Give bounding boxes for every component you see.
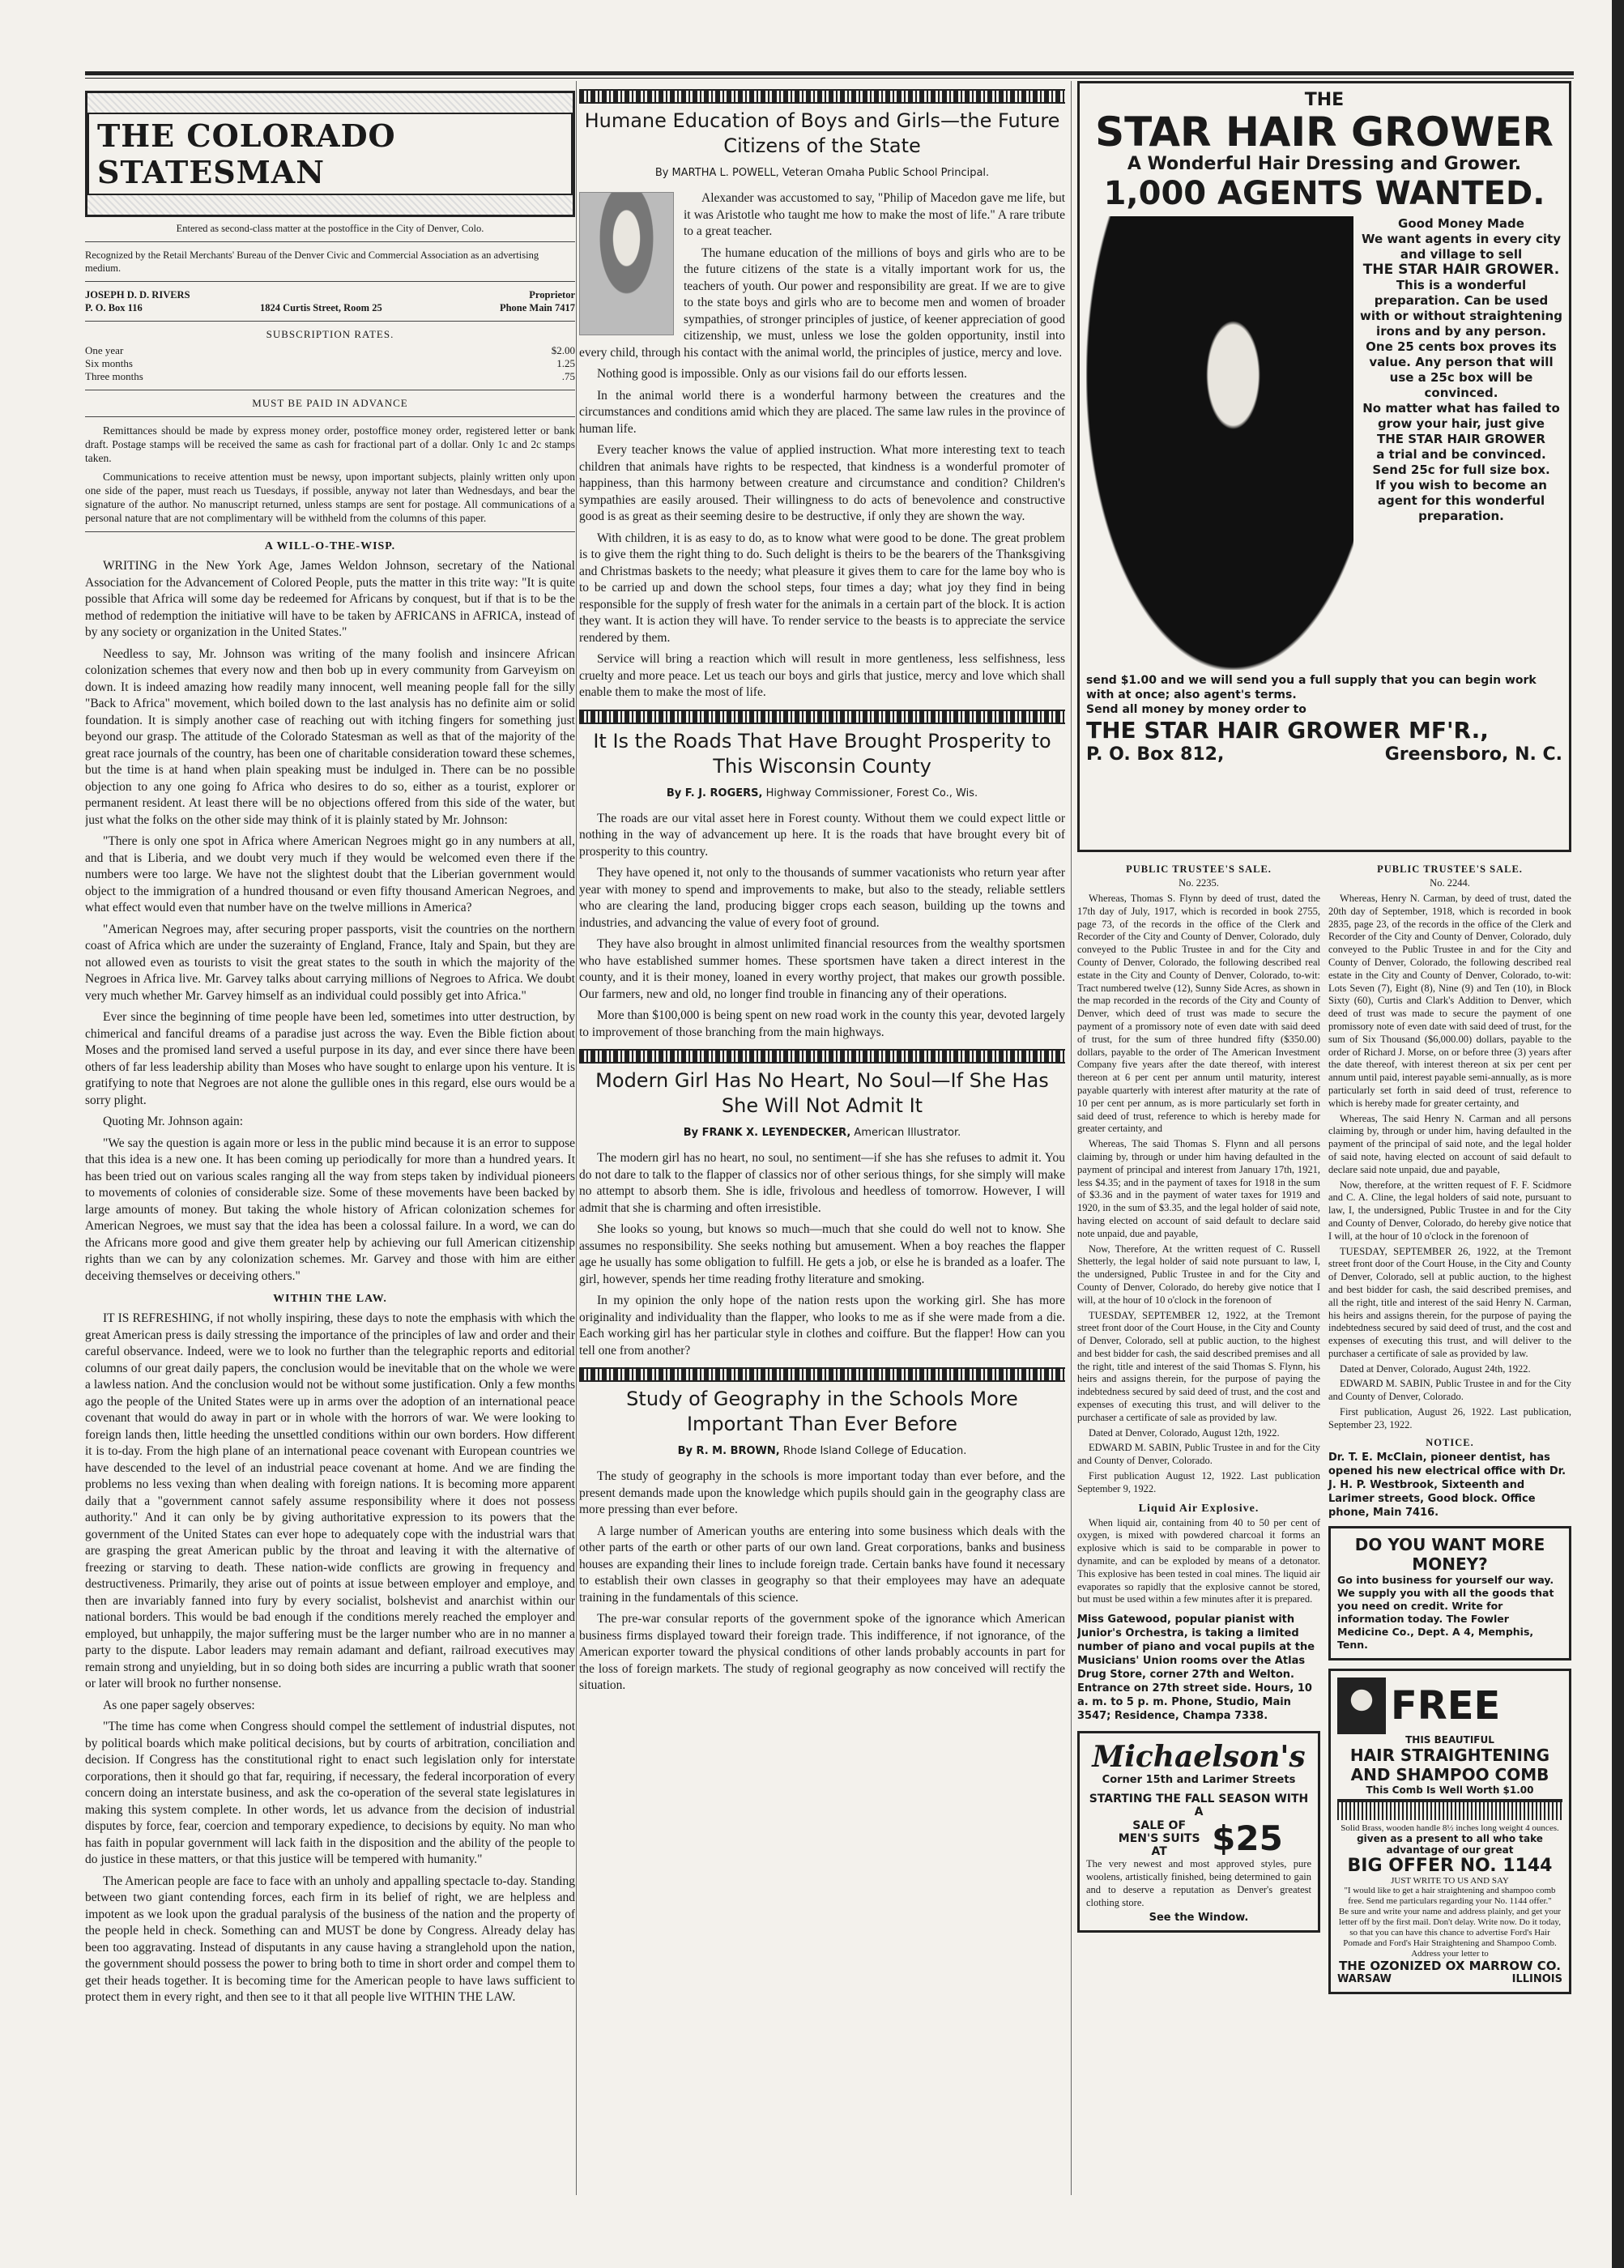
editorial-body: IT IS REFRESHING, if not wholly inspiring, these days to note the emphasis with which the great American press is daily stressing the importance of the principles of law and order and their careful observance. Indeed, were we to look no further than the telegraphic reports and editorial columns of our great daily papers, the conclusion would be inevitable that on the whole we were a lawless nation. And the conclusion would not be without some justification. Only a few months ago the people of the United States were up in arms over the adoption of an international peace covenant that would do away in part or in whole with the horrors of war. We were looking to foreign lands then, little heeding the unsettled conditions within our own borders. How different it is to-day. From the high plane of an international peace covenant with European countries we have descended to the level of an industrial peace covenant at home. And we are finding the problems no less vexing than when dealing with foreign nations. It is becoming more apparent daily that a "government cannot safely assume responsibility where it does not possess authority." And it can only be by giving authoritative expression to its powers that the government of the United States can ever hope to adequately cope with the industrial wars that are grasping the great American public by the throat and leaving it with the alternative of freezing or starving to death. These nation-wide conflicts are growing in frequency and destructiveness. Primarily, they arise out of points at issue between employer and employe, and then are invariably fanned into fury by every socialist, bolshevist and anarchist within our national borders. This would be bad enough if the conditions merely reached the employer and employed, but unhappily, the major suffering must be the larger number who are in no manner a party to the dispute. Labor leaders may remain adamant and defiant, railroad executives may remain strong and unyielding, but in so doing both sides are incurring a public wrath that sooner or later will brook no further nonsense. As one paper sagely observes: "The time has come when Congress should compel the settlement of industrial disputes, not by political boards which make political decisions, but by courts of arbitration, conciliation and decision. If Congress has the constitutional right to enact such legislation only for interstate corporations, then it should go that far, requiring, if necessary, the federal incorporation of every concern doing an interstate business, and ask the co-operation of the several state legislatures in making this system complete. In other words, let us advance from the decision of industrial disputes by force, fear, coercion and temporary expedience, to decisions by equity. No man who has faith in popular government will lack faith in the disposition and the ability of the people to do justice in these matters, or that this justice will be tempered with humanity." The American people are face to face with an unholy and appalling spectacle to-day. Standing between two giant contending forces, each firm in its belief of right, we are helpless and impotent as we look upon the gradual paralysis of the business of the nation and the property of the people held in check. Something can and MUST be done by Congress. Already delay has been too aggravating. Instead of disputants in any cause having a stranglehold upon the nation, the government should possess the power to bring both to time in short order and compel them to get their heads together. It is becoming time for the American people to have laws sufficient to protect them in every right, and then see to it that all people live WITHIN THE LAW. [85,1311,575,2004]
article-byline: By F. J. ROGERS, Highway Commissioner, Forest Co., Wis. [666,787,978,799]
masthead-title: THE COLORADO STATESMAN [87,113,573,195]
editorial-column [85,81,575,2195]
editorial-title: A WILL-O-THE-WISP. [264,540,396,552]
woman-hair-illustration [1086,216,1353,670]
article-title: It Is the Roads That Have Brought Prosperity to This Wisconsin County [593,729,1051,778]
star-hair-grower-ad: THE STAR HAIR GROWER A Wonderful Hair Dressing and Grower. 1,000 AGENTS WANTED. Good Money Made We want agents in every city and village to sell THE STAR HAIR GROWER. This is a wonderful preparation. Can be used with or without straightening irons and by any person. One 25 cents box proves its value. Any person that will use a 25c box will be convinced. No matter what has failed to grow your hair, just give THE STAR HAIR GROWER a trial and be convinced. Send 25c for full size box. If you wish to become an agent for this wonderful preparation. send $1.00 and we will send you a full supply that you can begin work with at once; also agent's terms. Send all money by money order to THE STAR HAIR GROWER MF'R., P. O. Box 812, Greensboro, N. C. [1077,81,1571,852]
articles-column [579,81,1065,2195]
publisher-row [85,288,575,301]
article-byline: By R. M. BROWN, Rhode Island College of Education. [677,1445,967,1457]
proprietor-label: Proprietor [529,289,575,301]
trustee-sale-notice: PUBLIC TRUSTEE'S SALE. No. 2235. Whereas, Thomas S. Flynn by deed of trust, dated the 17th day of July, 1917, which is recorded in book 2755, page 73, of the records in the office of the Clerk and Recorder of the City and County of Denver, Colorado, duly conveyed to the Public Trustee in and for the City and County of Denver, Colorado, the following described real estate in the City and County of Denver, Colorado, to-wit: Tract numbered twelve (12), Sunny Side Acres, as shown in the map recorded in the records of the City and County of Denver, which deed of trust was made to secure the payment of a promissory note of even date with said deed of trust, for the sum of three hundred fifty ($350.00) dollars, payable to the order of The American Investment Company five years after the date thereof, with interest thereon at 6 per cent per annum until maturity, interest payable quarterly with interest after maturity at the rate of 10 per cent per annum, as is more particularly set forth in said deed of trust, reference to which is hereby made for greater certainty, and Whereas, The said Thomas S. Flynn and all persons claiming by, through or under him having defaulted in the payment of principal and interest from January 17th, 1921, less $4.35; and in the payment of taxes for 1918 in the sum of $3.36 and in the payment of water taxes for 1919 and 1920, in the sum of $3.35, and the legal holder of said note, having elected on account of said default to declare said note unpaid, due and payable, Now, Therefore, At the written request of C. Russell Shetterly, the legal holder of said note pursuant to law, I, the undersigned, Public Trustee in and for the City and County of Denver, Colorado, do hereby give notice that I will, at the hour of 10 o'clock in the forenoon of TUESDAY, SEPTEMBER 12, 1922, at the Tremont street front door of the Court House, in the City and County of Denver, Colorado, sell at public auction, to the highest and best bidder for cash, the said described premises and all the right, title and interest of the said Thomas S. Flynn, his heirs and assigns therein, for the purpose of paying the indebtedness secured by said deed of trust, and the cost and expenses of executing this trust, and will deliver to the purchaser a certificate of sale as provided by law. Dated at Denver, Colorado, August 12th, 1922. EDWARD M. SABIN, Public Trustee in and for the City and County of Denver, Colorado. First publication August 12, 1922. Last publication September 9, 1922. Liquid Air Explosive. When liquid air, containing from 40 to 50 per cent of oxygen, is mixed with powdered charcoal it forms an explosive which is said to be comparable in power to dynamite, and can be exploded by means of a detonator. This explosive has been tested in coal mines. The liquid air evaporates so rapidly that the explosive cannot be stored, but must be used within a few minutes after it is prepared. Miss Gatewood, popular pianist with Junior's Orchestra, is taking a limited number of piano and vocal pupils at the Musicians' Union rooms over the Atlas Drug Store, corner 27th and Welton. Entrance on 27th street side. Hours, 10 a. m. to 5 p. m. Phone, Studio, Main 3547; Residence, Champa 7338. Michaelson's Corner 15th and Larimer Streets STARTING THE FALL SEASON WITH A SALE OF MEN'S SUITS AT $25 The very newest and most approved styles, pure woolens, artistically finished, being determined to gain and to deserve a reputation as Denver's greatest clothing store. See the Window. [1077,860,1320,2002]
recognized-notice: Recognized by the Retail Merchants' Bureau of the Denver Civic and Commercial Association as an advertising medium. [85,249,539,274]
address-row [85,301,575,314]
notice-title: NOTICE. [1426,1436,1474,1448]
column-rule [576,81,577,2195]
gatewood-notice: Miss Gatewood, popular pianist with Junior's Orchestra, is taking a limited number of piano and vocal pupils at the Musicians' Union rooms over the Atlas Drug Store, corner 27th and Welton. Entrance on 27th street side. Hours, 10 a. m. to 5 p. m. Phone, Studio, Main 3547; Residence, Champa 7338. [1077,1614,1315,1723]
pobox: P. O. Box 116 [85,302,143,313]
michaelsons-ad: Michaelson's Corner 15th and Larimer Streets STARTING THE FALL SEASON WITH A SALE OF MEN'S SUITS AT $25 The very newest and most approved styles, pure woolens, artistically finished, being determined to gain and to deserve a reputation as Denver's greatest clothing store. See the Window. [1077,1731,1320,1933]
article-body: The study of geography in the schools is more important today than ever before, and the present demands made upon the knowledge which pupils should gain in the geography class are more pressing than ever before. A large number of American youths are entering into some business which deals with the other parts of the earth or other parts of our own land. Great corporations, banks and business houses are expanding their lines to include foreign trade. Certain banks have found it necessary to establish their own classes in geography so that their employees may have an adequate training in the fundamentals of this science. The pre-war consular reports of the government spoke of the ignorance which American business firms displayed toward their foreign trade. This indifference, if not ignorance, of the American exporter toward the physical conditions of other lands probably accounts in part for the loss of foreign markets. The study of regional geography as now conceived will rectify the situation. [579,1469,1065,1692]
author-portrait [579,192,674,335]
article-byline: By MARTHA L. POWELL, Veteran Omaha Public School Principal. [654,167,990,179]
subscription-row: Six months 1.25 [85,357,575,369]
column-rule [1071,81,1072,2195]
subscription-row: One year $2.00 [85,344,575,356]
subscription-row: Three months .75 [85,370,575,382]
masthead [85,91,575,217]
editorial-title: WITHIN THE LAW. [273,1293,387,1305]
publisher: JOSEPH D. D. RIVERS [85,289,190,301]
dentist-notice: Dr. T. E. McClain, pioneer dentist, has opened his new electrical office with Dr. J. H. P. Westbrook, Sixteenth and Larimer streets, Good block. Office phone, Main 7416. [1328,1451,1566,1519]
ad-side-text: Good Money Made We want agents in every city and village to sell THE STAR HAIR GROWER. This is a wonderful preparation. Can be used with or without straightening irons and by any person. One 25 cents box proves its value. Any person that will use a 25c box will be convinced. No matter what has failed to grow your hair, just give THE STAR HAIR GROWER a trial and be convinced. Send 25c for full size box. If you wish to become an agent for this wonderful preparation. [1360,216,1562,523]
communications-text: Communications to receive attention must be newsy, upon important subjects, plainly written only upon one side of the paper, must reach us Tuesdays, if possible, anyway not later than Wednesdays, and bear the signature of the author. No manuscript returned, unless stamps are sent for postage. All communications of a personal nature that are not complimentary will be withheld from the columns of this paper. [85,471,575,524]
article-body: Alexander was accustomed to say, "Philip of Macedon gave me life, but it was Aristotle who taught me how to make the most of life." A rare tribute to a great teacher. The humane education of the millions of boys and girls who are to be the future citizens of the state is a vitally important work for us, the teachers of youth. Our power and responsibility are great. If we are to give to the state boys and girls who are to become men and women of broader sympathies, of stronger principles of justice, of keener appreciation of good citizenship, we must, unless we lose the golden opportunity, instil into every child, through his contact with the animal world, the principles of justice, mercy and love. Nothing good is impossible. Only as our visions fail do our efforts lessen. In the animal world there is a wonderful harmony between the creatures and the circumstances and conditions amid which they are placed. The same law rules in the province of human life. Every teacher knows the value of applied instruction. What more interesting text to teach children that animals have rights to be respected, that kindness is a wonderful promoter of happiness, than this harmony between creature and circumstance and condition? Children's sympathies are easily aroused. Their willingness to do acts of benevolence and constructive good is as great as their seeming desire to be destructive, if only they are shown the way. With children, it is as easy to do, as to know what were good to be done. The great problem is to give them the right thing to do. Such delight is theirs to be the bearers of the Thanksgiving and Christmas baskets to the needy; what pleasure it gives them to care for the lame boy who is to be carried up and down the school steps, four times a day; what joy they find in being responsible for the supply of fresh water for the animals in a certain part of the block. It is action they want. It is action they will have. To render service to the beasts is to appreciate the service rendered by them. Service will bring a reaction which will result in more gentleness, less selfishness, less cruelty and more peace. Let us teach our boys and girls that justice, mercy and love which shall enable them to make the most of life. [579,191,1065,699]
free-comb-ad: FREE THIS BEAUTIFUL HAIR STRAIGHTENING AND SHAMPOO COMB This Comb Is Well Worth $1.00 Solid Brass, wooden handle 8½ inches long weight 4 ounces. given as a present to all who take advantage of our great BIG OFFER NO. 1144 JUST WRITE TO US AND SAY "I would like to get a hair straightening and shampoo comb free. Send me particulars regarding your No. 1144 offer." Be sure and write your name and address plainly, and get your letter off by the first mail. Don't delay. Write now. Do it today, so that you can have this chance to advertise Ford's Hair Pomade and Ford's Hair Straightening and Shampoo Comb. Address your letter to THE OZONIZED OX MARROW CO. WARSAW ILLINOIS [1328,1669,1571,1994]
top-rule [85,71,1574,75]
woman-portrait-illustration [1337,1678,1386,1734]
liquid-air-text: When liquid air, containing from 40 to 50 per cent of oxygen, is mixed with powdered charcoal it forms an explosive which is said to be comparable in power to dynamite, and can be exploded by means of a detonator. This explosive has been tested in coal mines. The liquid air evaporates so rapidly that the explosive cannot be stored, but must be used within a few minutes after it is prepared. [1077,1516,1320,1605]
ornament-rule [579,710,1065,724]
ornament-rule [579,89,1065,104]
article-body: The modern girl has no heart, no soul, no sentiment—if she has she refuses to admit it. You do not dare to talk to the flapper of classics nor of other serious things, for she simply will make no attempt to absorb them. She is idle, frivolous and heedless of tomorrow. However, I will admit that she is charming and often irresistible. She looks so young, but knows so much—much that she could do well not to know. She assumes no responsibility. She seeks nothing but amusement. When a boy reaches the flapper age he usually has some obligation to fulfill. He gets a job, or else he is branded as a loafer. The girl, however, spends her time reading frothy literature and smoking. In my opinion the only hope of the nation rests upon the working girl. She has more originality and individuality than the flapper, who looks to me as if she were made from a die. Each working girl has her particular style in clothes and coiffure. But the flapper! How can you tell one from another? [579,1151,1065,1358]
entered-notice: Entered as second-class matter at the postoffice in the City of Denver, Colo. [176,223,484,234]
legal-notices [1077,860,1571,2002]
ad-title: STAR HAIR GROWER [1095,109,1554,156]
subscription-title: SUBSCRIPTION RATES. [266,328,394,340]
must-pay-notice: MUST BE PAID IN ADVANCE [252,397,408,409]
money-ad: DO YOU WANT MORE MONEY? Go into business for yourself our way. We supply you with all the goods that you need on credit. Write for information today. The Fowler Medicine Co., Dept. A 4, Memphis, Tenn. [1328,1526,1571,1660]
page-edge [1612,0,1624,2268]
ornament-rule [579,1367,1065,1382]
trustee-sale-notice: PUBLIC TRUSTEE'S SALE. No. 2244. Whereas, Henry N. Carman, by deed of trust, dated the 20th day of September, 1918, which is recorded in book 2835, page 23, of the records in the office of the Clerk and Recorder of the City and County of Denver, Colorado, duly conveyed to the Public Trustee in and for the City and County of Denver, Colorado, the following described real estate in the City and County of Denver, Colorado, to-wit: Lots Seven (7), Eight (8), Nine (9) and Ten (10), in Block Sixty (60), Curtis and Clark's Addition to Denver, which deed of trust was made to secure the payment of one promissory note of even date with said deed of trust, for the sum of Six Thousand ($6,000.00) dollars, payable to the order of Richard J. Morse, on or before three (3) years after the date thereof, with interest thereon at six per cent per annum until paid, interest payable semi-annually, as is more particularly set forth in said deed of trust, reference to which is hereby made for greater certainty, and Whereas, The said Henry N. Carman and all persons claiming by, through or under him, having defaulted in the payment of the principal of said note, and the legal holder of said note, having elected on account of said default to declare said note unpaid, due and payable, Now, therefore, at the written request of F. F. Scidmore and C. A. Cline, the legal holders of said note, pursuant to law, I, the undersigned, Public Trustee in and for the City and County of Denver, Colorado, do hereby give notice that I will, at the hour of 10 o'clock in the forenoon of TUESDAY, SEPTEMBER 26, 1922, at the Tremont street front door of the Court House, in the City and County of Denver, Colorado, sell at public auction, to the highest and best bidder for cash, the said described premises, and all the right, title and interest of the said Henry N. Carman, his heirs and assigns therein, for the purpose of paying the indebtedness secured by said deed of trust, and the cost and expenses of executing this trust, and will deliver to the purchaser a certificate of sale as provided by law. Dated at Denver, Colorado, August 24th, 1922. EDWARD M. SABIN, Public Trustee in and for the City and County of Denver, Colorado. First publication, August 26, 1922. Last publication, September 23, 1922. NOTICE. Dr. T. E. McClain, pioneer dentist, has opened his new electrical office with Dr. J. H. P. Westbrook, Sixteenth and Larimer streets, Good block. Office phone, Main 7416. DO YOU WANT MORE MONEY? Go into business for yourself our way. We supply you with all the goods that you need on credit. Write for information today. The Fowler Medicine Co., Dept. A 4, Memphis, Tenn. FREE THIS BEAUTIFUL HAIR STRAIGHTENING AND SHAMPOO COMB This Comb Is Well Worth $1.00 Solid Brass, wooden handle 8½ inches long weight 4 ounces. given as a present to all who take advantage of our great BIG OFFER NO. 1144 JUST WRITE TO US AND SAY "I would like to get a hair straightening and shampoo comb free. Send me particulars regarding your No. 1144 offer." Be sure and write your name and address plainly, and get your letter off by the first mail. Don't delay. Write now. Do it today, so that you can have this chance to advertise Ford's Hair Pomade and Ford's Hair Straightening and Shampoo Comb. Address your letter to THE OZONIZED OX MARROW CO. WARSAW ILLINOIS [1328,860,1571,2002]
article-byline: By FRANK X. LEYENDECKER, American Illustrator. [683,1127,961,1139]
editorial-body: WRITING in the New York Age, James Weldon Johnson, secretary of the National Association for the Advancement of Colored People, puts the matter in this trite way: "It is quite possible that Africa will some day be redeemed for Africans by conquest, but if that is to be the method of redemption the initiative will have to be taken by AFRICANS in AFRICA, instead of by any society or organization in the United States." Needless to say, Mr. Johnson was writing of the many foolish and insincere African colonization schemes that every now and then bob up in every community from Garveyism on down. It is indeed amazing how readily many innocent, well meaning people fall for the silly "Back to Africa" movement, which boiled down to the last analysis has no definite aim or solid foundation. It is simply another case of reaching out with itching fingers for something just beyond our grasp. The attitude of the Colorado Statesman as well as that of the majority of the great race journals of the country, has been one of charitable consideration toward these schemes, but the time is at hand when plain speaking must be indulged in. There can be no possible objection to any one going fo Africa who desires to do so, either as a tourist, explorer or permanent resident. At least there will be no objections offered from this side of the water, but just what the folks on the other side may think of it is plainly stated by Mr. Johnson: "There is only one spot in Africa where American Negroes might go in any numbers at all, and that is Liberia, and we doubt very much if they would be welcomed even there if the numbers were too large. We have not the slightest doubt that the Liberian government would object to the immigration of a hundred thousand or even fifty thousand American Negroes, and what effect would even that number have on the twelve millions in America? "American Negroes may, after securing proper passports, visit the countries on the northern coast of Africa which are under the suzerainty of England, France, Italy and Spain, but they are not allowed even as tourists to visit the great states to the south in which the majority of the Negroes in Africa live. Mr. Garvey talks about carrying millions of Negroes to Africa. We doubt very much whether Mr. Garvey himself as an individual could possibly get into Africa." Ever since the beginning of time people have been led, sometimes into utter destruction, by chimerical and fanciful dreams of a paradise just across the way. Even the Bible fiction about Moses and the promised land served a useful purpose in its day, and ever since there have been others of far less leadership ability than Moses who have sought to enlarge upon his venture. It is gratifying to note that Negroes are not alone the gullible ones in this regard, else ours would be a sorry plight. Quoting Mr. Johnson again: "We say the question is again more or less in the public mind because it is an error to suppose that this idea is a new one. It has been coming up periodically for more than a hundred years. It has been tried out on various scales ranging all the way from steps taken by individual pioneers to movements of colonies of considerable size. Some of these movements have been backed by large amounts of money. But taking the whole history of African colonization schemes for American Negroes, we must say that the idea has been a colossal failure. In a word, we can do the Africans more good and give them greater help by achieving our full American citizenship rights than we can by any colonization schemes. Mr. Garvey and those with him are either deceiving themselves or deceiving others." [85,559,575,1283]
article-title: Modern Girl Has No Heart, No Soul—If She Has She Will Not Admit It [595,1069,1049,1117]
article-title: Humane Education of Boys and Girls—the Future Citizens of the State [584,109,1060,157]
article-title: Study of Geography in the Schools More Important Than Ever Before [626,1388,1018,1435]
comb-icon [1337,1799,1562,1820]
liquid-air-title: Liquid Air Explosive. [1138,1502,1260,1515]
ornament-rule [579,1049,1065,1064]
article-body: The roads are our vital asset here in Forest county. Without them we could expect little or nothing in the way of advancement up here. It is the roads that have brought every bit of prosperity to this country. They have opened it, not only to the thousands of summer vacationists who return year after year with money to spend and improvements to make, but also to the steady, reliable settlers who are clearing the land, producing bigger crops each season, building up the towns and industries, and advancing the value of every foot of ground. They have also brought in almost unlimited financial resources from the wealthy sportsmen who have established summer homes. These sportsmen have taken a direct interest in the county, and it is their money, loaned in every worthy project, that makes our growth possible. Our farmers, new and old, no longer find trouble in financing any of their operations. More than $100,000 is being spent on new road work in the county this year, devoted largely to improvement of those branching from the main highways. [579,811,1065,1039]
top-rule-thin [85,78,1574,79]
street-address: 1824 Curtis Street, Room 25 [259,302,382,313]
phone: Phone Main 7417 [499,302,575,313]
ads-column [1077,81,1571,2195]
remittance-text: Remittances should be made by express money order, postoffice money order, registered letter or bank draft. Postage stamps will be received the same as cash for fractional part of a dollar. Only 1c and 2c stamps taken. [85,424,575,464]
